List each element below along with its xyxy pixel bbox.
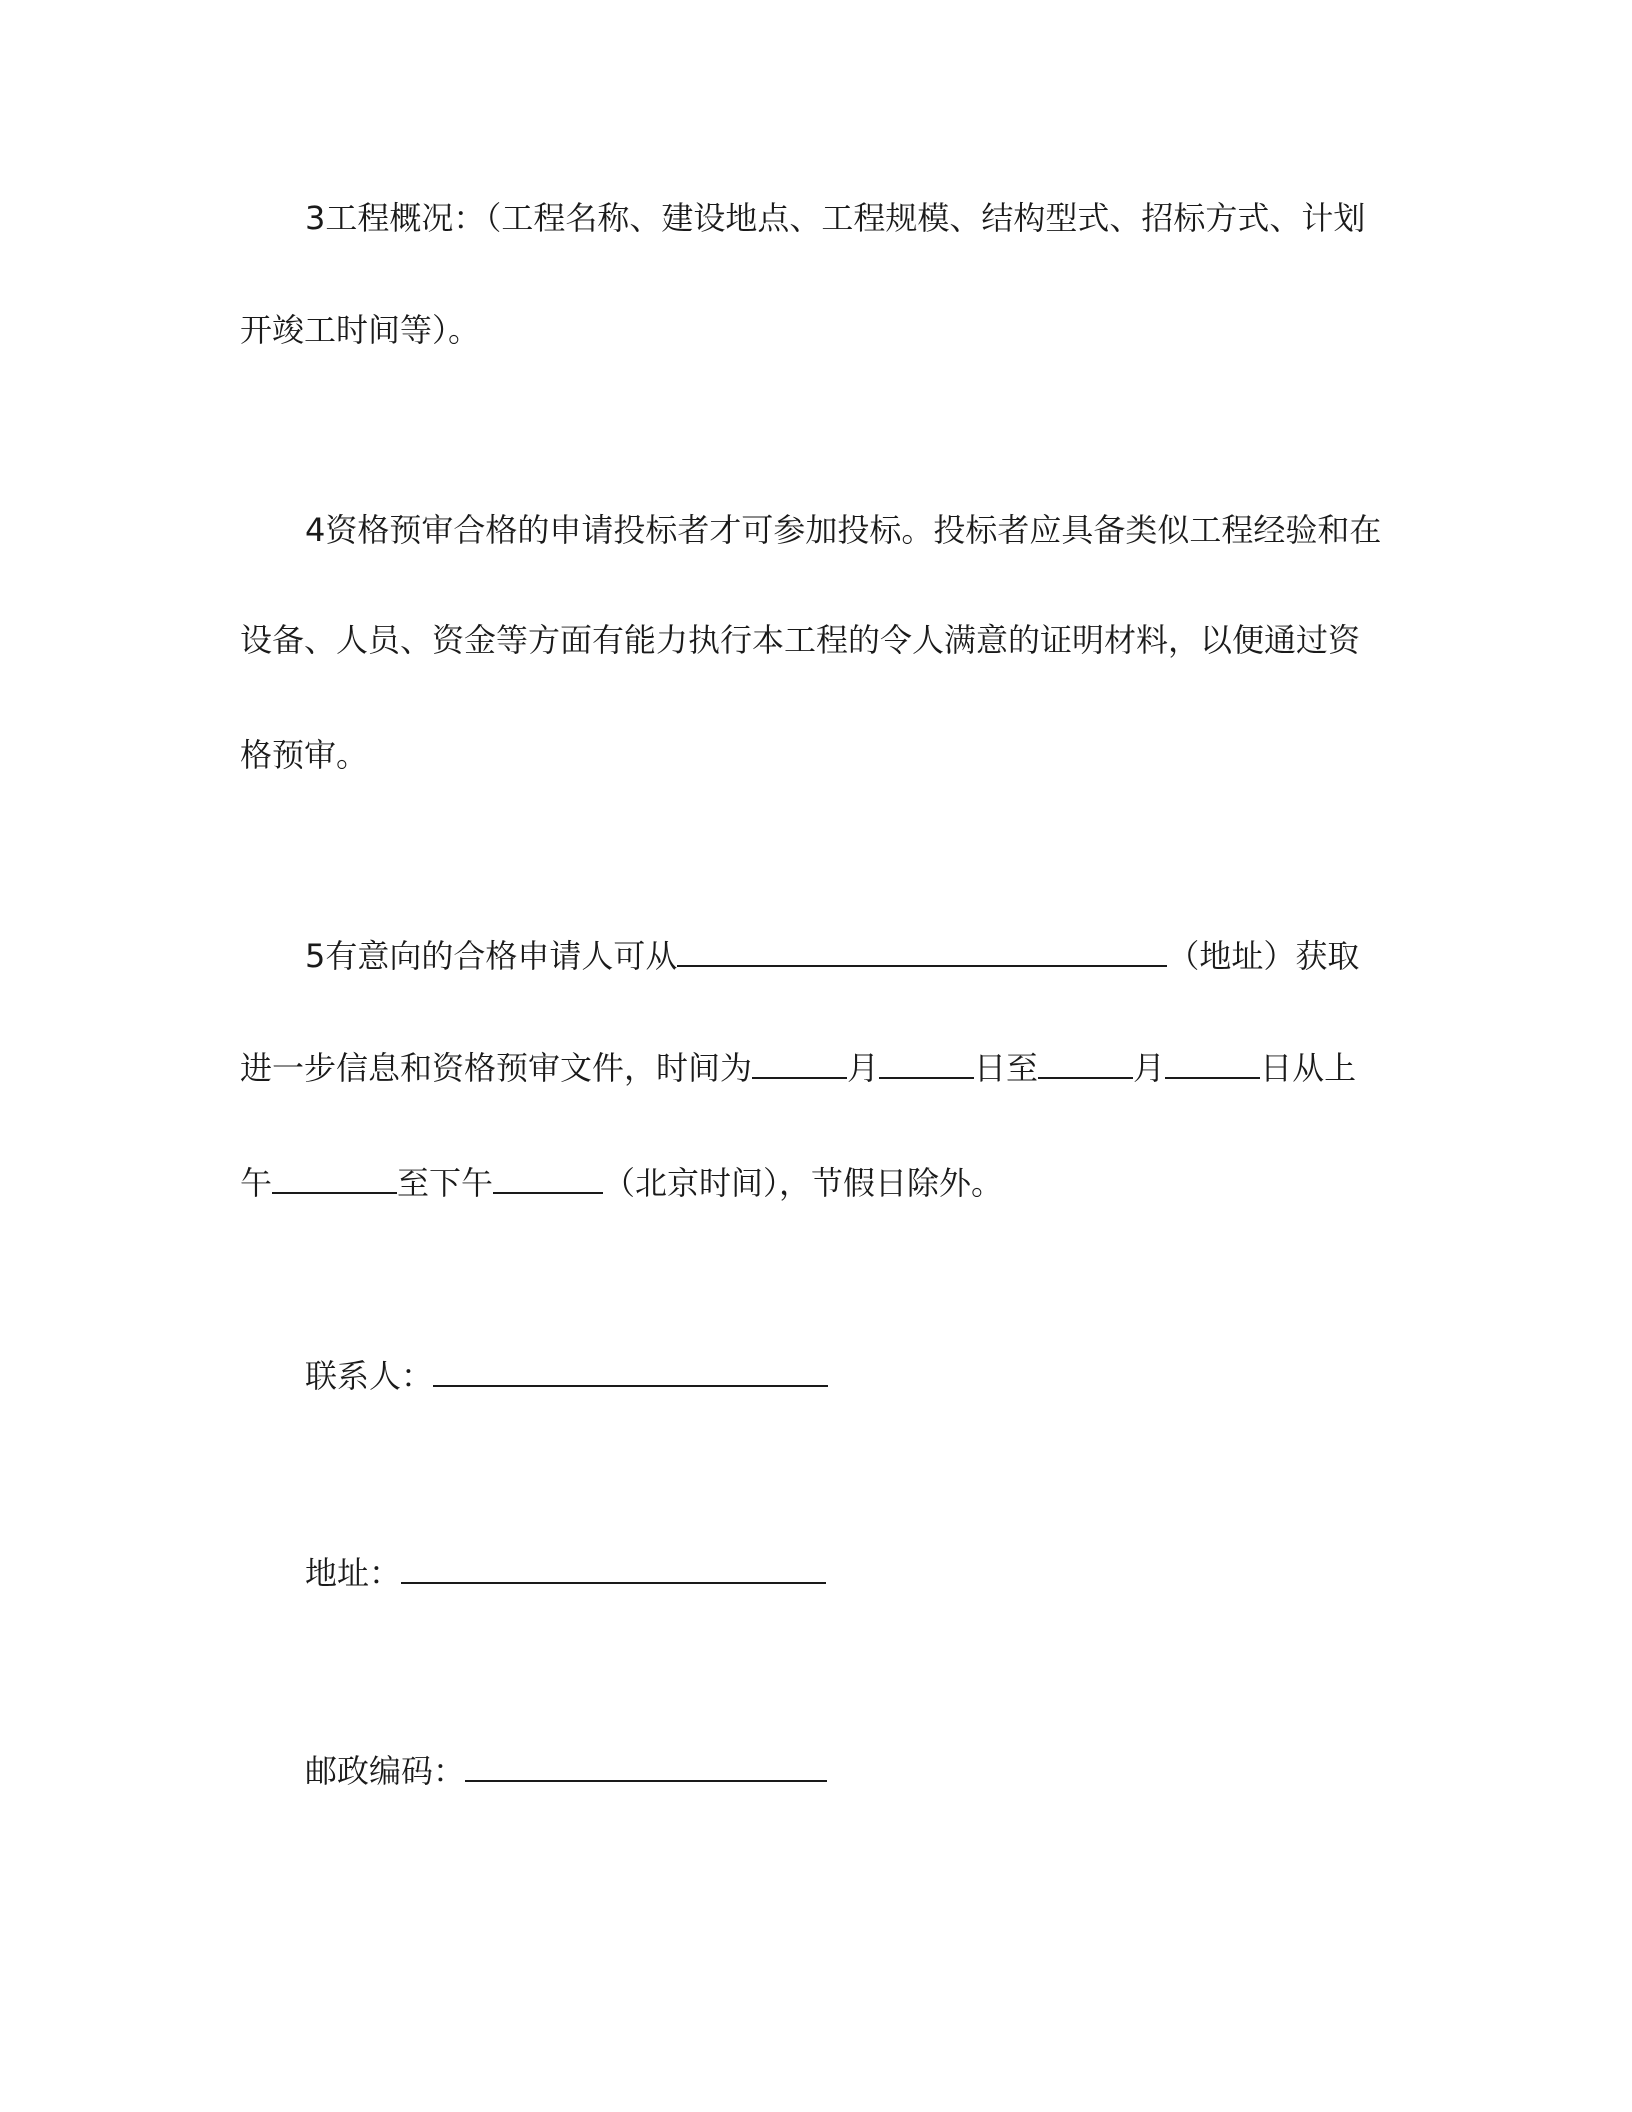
contact-blank[interactable] [433,1355,828,1387]
para5-text: （地址）获取 [1167,937,1360,975]
para4-line2: 设备、人员、资金等方面有能力执行本工程的令人满意的证明材料，以便通过资 [240,621,1361,659]
para4-line1: 4资格预审合格的申请投标者才可参加投标。投标者应具备类似工程经验和在 [305,511,1382,549]
para5-text: 日至 [974,1049,1039,1087]
para5-text: 5有意向的合格申请人可从 [305,937,678,975]
end-day-blank[interactable] [1165,1047,1260,1079]
start-month-blank[interactable] [752,1047,847,1079]
address-line [305,1552,1455,1593]
para5-text: 进一步信息和资格预审文件，时间为 [240,1049,753,1087]
para5-text: （北京时间），节假日除外。 [603,1164,1004,1202]
para5-text: 日从上 [1260,1049,1357,1087]
contact-label: 联系人： [305,1357,434,1395]
end-month-blank[interactable] [1038,1047,1133,1079]
para5-text: 月 [847,1049,880,1087]
postcode-label: 邮政编码： [305,1752,466,1790]
para5-text: 月 [1133,1049,1166,1087]
para5-text: 至下午 [397,1164,494,1202]
afternoon-time-blank[interactable] [493,1162,603,1194]
postcode-line [305,1750,1455,1791]
contact-line [305,1355,1455,1396]
start-day-blank[interactable] [879,1047,974,1079]
para3-line1: 3工程概况：（工程名称、建设地点、工程规模、结构型式、招标方式、计划 [305,199,1366,237]
postcode-blank[interactable] [465,1750,827,1782]
para5-line2 [240,1047,1390,1088]
address-blank[interactable] [677,935,1167,967]
morning-time-blank[interactable] [272,1162,397,1194]
para3-line2: 开竣工时间等）。 [240,311,481,349]
para5-line3 [240,1162,1390,1203]
para5-line1 [305,935,1455,976]
address-label: 地址： [305,1554,402,1592]
address-field-blank[interactable] [401,1552,826,1584]
para5-text: 午 [240,1164,273,1202]
para4-line3: 格预审。 [240,736,369,774]
